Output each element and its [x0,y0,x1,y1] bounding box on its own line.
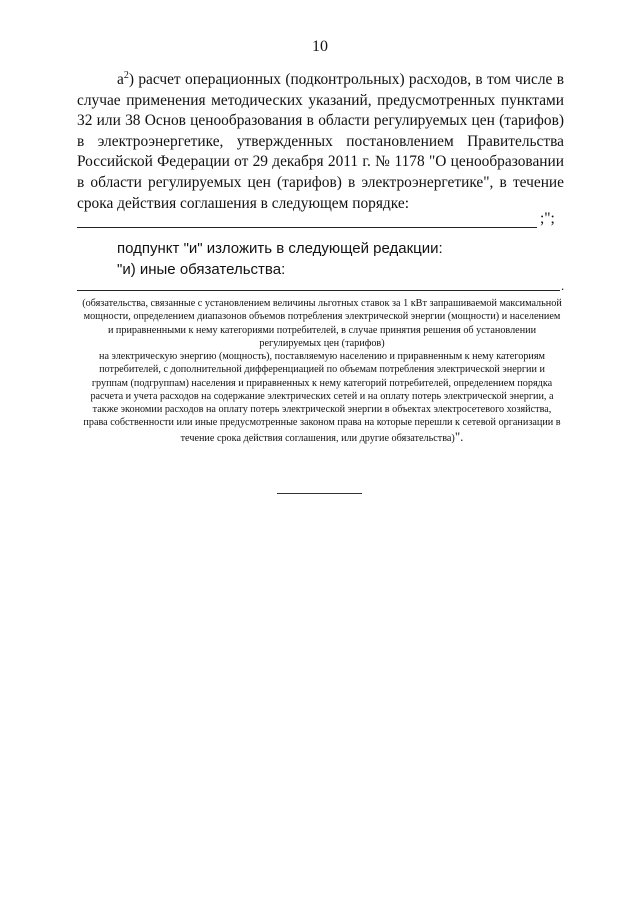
end-of-document-rule [277,493,362,494]
underline-blank [77,227,537,228]
footnote-closing-quote: ". [454,428,464,444]
blank-line-2-end-punctuation: . [561,278,565,293]
subpoint-instruction: подпункт "и" изложить в следующей редакции: [117,240,443,257]
blank-line-end-punctuation: ;"; [540,210,555,227]
underline-blank [77,290,560,291]
subpoint-heading: "и) иные обязательства: [117,261,286,278]
item-a2-paragraph [77,70,564,214]
footnote-part-1: (обязательства, связанные с установлением величины льготных ставок за 1 кВт запрашиваемой максимальной мощности, определением диапазонов объемов потребления электрической энергии (мощности) и населением и приравненными к нему категориями потребителей, в случае принятия решения об установлении регулируемых цен (тарифов) [82,298,562,349]
footnote-part-2 [80,350,564,445]
item-text: ) расчет операционных (подконтрольных) расходов, в том числе в случае применения методических указаний, предусмотренных пунктами 32 или 38 Основ ценообразования в области регулируемых цен (тарифов) в электроэнергетике, утвержденных постановлением Правительства Российской Федерации от 29 декабря 2011 г. № 1178 "О ценообразовании в области регулируемых цен (тарифов) в электроэнергетике", в течение срока действия соглашения в следующем порядке: [77,71,564,212]
page-number: 10 [312,38,328,55]
footnote-part-2-text: на электрическую энергию (мощность), поставляемую населению и приравненным к нему категориям потребителей, с дополнительной дифференциацией по объемам потребления электрической энергии и группам (подгруппам) населения и приравненных к нему категорий потребителей, определением порядка расчета и учета расходов на содержание электрических сетей и на оплату потерь электрической энергии, а также экономии расходов на оплату потерь электрической энергии в объектах электросетевого хозяйства, права собственности или иные предусмотренные законом права на которые перешли к сетевой организации в течение срока действия соглашения, или другие обязательства) [83,351,561,444]
item-superscript: 2 [123,70,129,81]
item-prefix: а [117,71,124,88]
blank-fill-line-1 [77,210,564,230]
blank-fill-line-2 [77,279,567,293]
